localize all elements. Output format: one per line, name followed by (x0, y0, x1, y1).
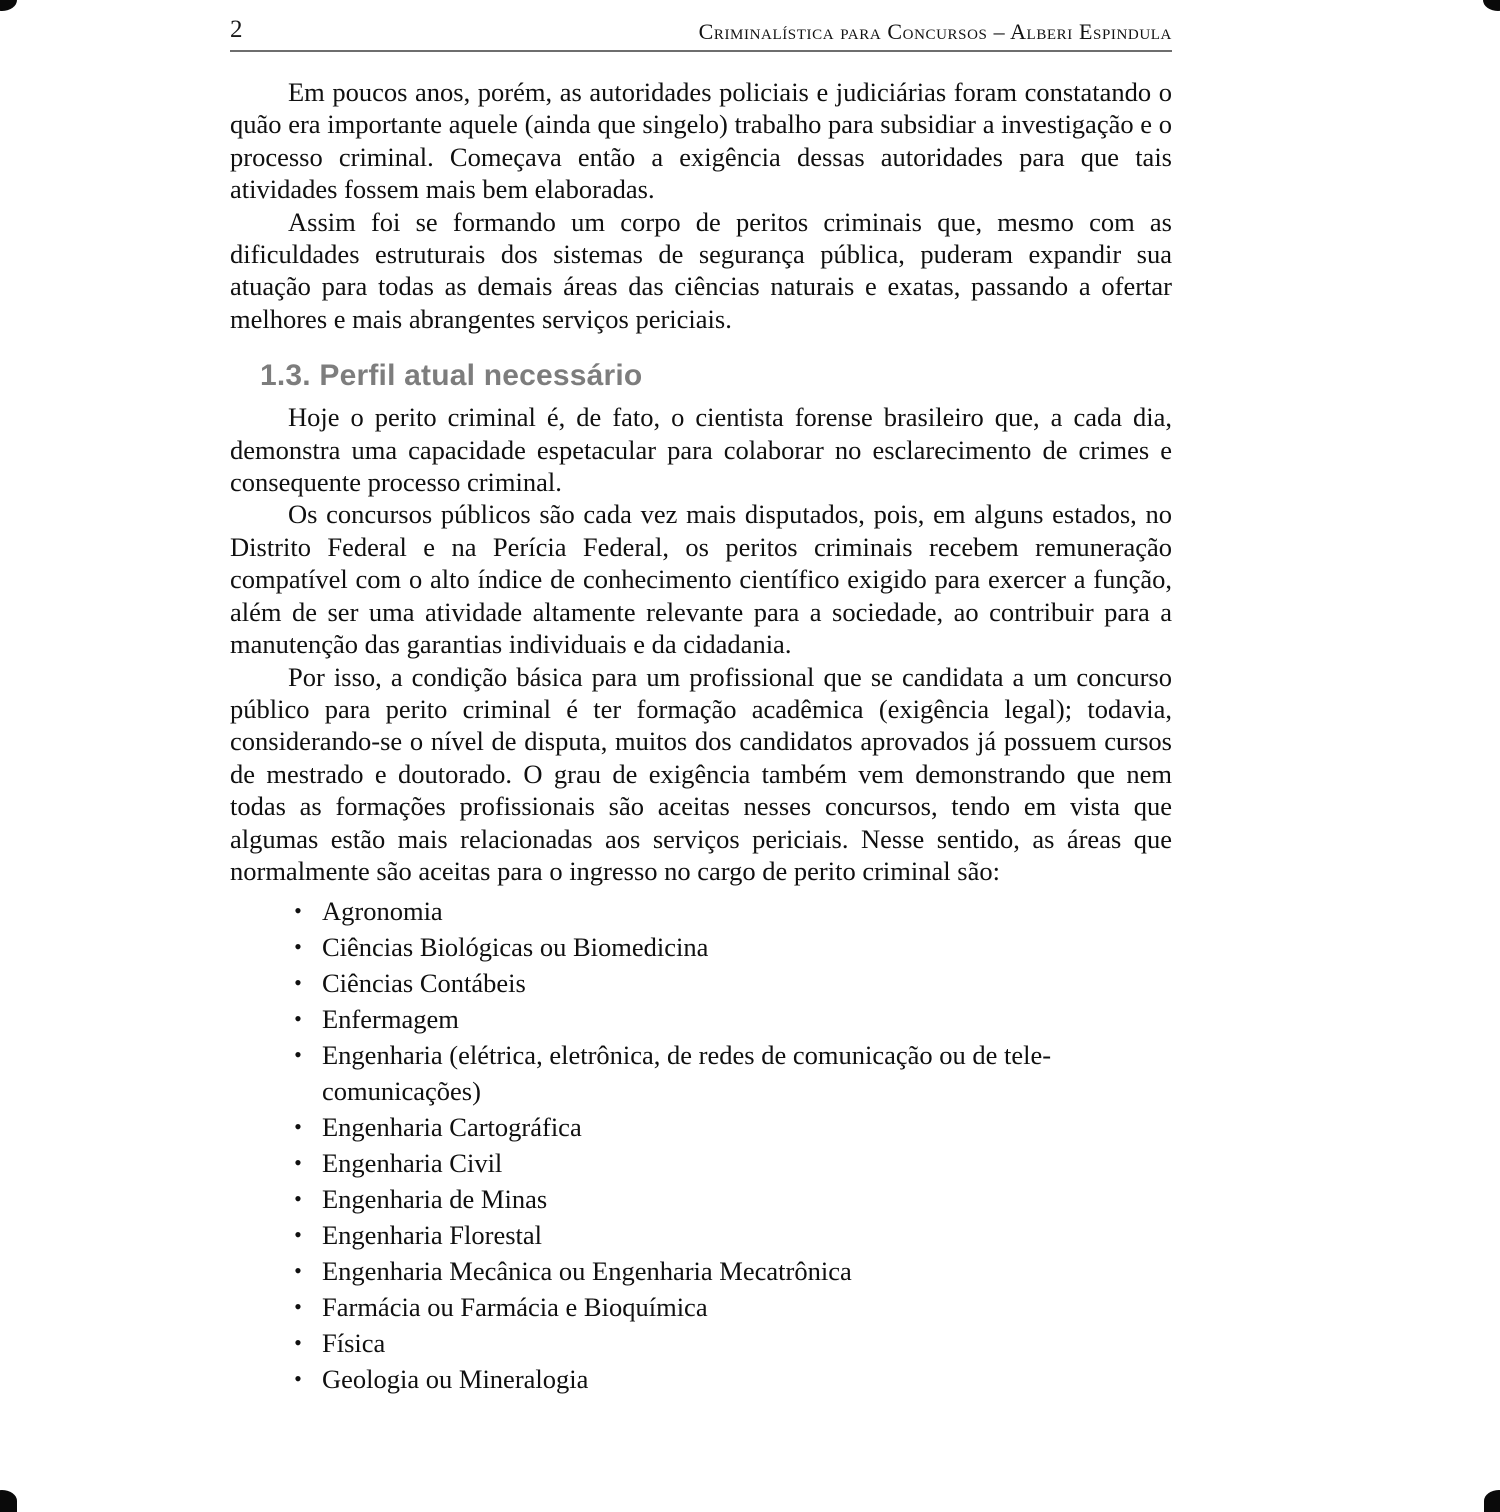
paragraph: Os concursos públicos são cada vez mais disputados, pois, em alguns estados, no Distrito Federal e na Perícia Federal, os peritos criminais recebem remuneração compatível com o alto índice de conhecimento científico exigido para exercer a função, além de ser uma atividade altamente relevante para a sociedade, ao contribuir para a manutenção das garantias individuais e da cidadania. (230, 499, 1172, 660)
list-item (230, 1361, 1172, 1397)
list-item-label: Engenharia Mecânica ou Engenharia Mecatrônica (322, 1256, 852, 1287)
list-item-label: Agronomia (322, 896, 443, 927)
scan-corner-artifact-top-right (1483, 0, 1500, 11)
list-item-label: Engenharia de Minas (322, 1184, 548, 1215)
page-content (230, 14, 1172, 1397)
list-item (230, 893, 1172, 929)
paragraph: Hoje o perito criminal é, de fato, o cientista forense brasileiro que, a cada dia, demonstra uma capacidade espetacular para colaborar no esclarecimento de crimes e consequente processo criminal. (230, 402, 1172, 498)
list-item (230, 1217, 1172, 1253)
list-item (230, 1037, 1172, 1109)
list-item-label: Engenharia Cartográfica (322, 1112, 582, 1143)
list-item-label: Engenharia Florestal (322, 1220, 543, 1251)
list-item-label-continuation: comunicações) (322, 1076, 481, 1107)
bullet-icon: • (294, 1150, 302, 1176)
paragraph: Por isso, a condição básica para um profissional que se candidata a um concurso público para perito criminal é ter formação acadêmica (exigência legal); todavia, considerando-se o nível de disputa, muitos dos candidatos aprovados já possuem cursos de mestrado e doutorado. O grau de exigência também vem demonstrando que nem todas as formações profissionais são aceitas nesses concursos, tendo em vista que algumas estão mais relacionadas aos serviços periciais. Nesse sentido, as áreas que normalmente são aceitas para o ingresso no cargo de perito criminal são: (230, 661, 1172, 886)
scan-corner-artifact-top-left (0, 0, 17, 11)
bullet-icon: • (294, 1330, 302, 1356)
bullet-icon: • (294, 1366, 302, 1392)
bullet-icon: • (294, 898, 302, 924)
list-item-label: Geologia ou Mineralogia (322, 1364, 589, 1395)
section-heading: 1.3. Perfil atual necessário (260, 359, 643, 393)
scan-corner-artifact-bottom-right (1484, 1490, 1500, 1512)
bullet-icon: • (294, 1258, 302, 1284)
list-item (230, 1325, 1172, 1361)
list-item (230, 1253, 1172, 1289)
bullet-icon: • (294, 934, 302, 960)
header-divider (230, 50, 1172, 52)
list-item-label: Farmácia ou Farmácia e Bioquímica (322, 1292, 708, 1323)
page-number: 2 (230, 16, 243, 43)
list-item-label: Física (322, 1328, 386, 1359)
bullet-icon: • (294, 1042, 302, 1068)
list-item (230, 1001, 1172, 1037)
bullet-icon: • (294, 970, 302, 996)
list-item-label: Engenharia (elétrica, eletrônica, de redes de comunicação ou de tele- (322, 1040, 1052, 1071)
paragraph: Assim foi se formando um corpo de peritos criminais que, mesmo com as dificuldades estruturais dos sistemas de segurança pública, puderam expandir sua atuação para todas as demais áreas das ciências naturais e exatas, passando a ofertar melhores e mais abrangentes serviços periciais. (230, 206, 1172, 334)
bullet-icon: • (294, 1294, 302, 1320)
list-item (230, 1109, 1172, 1145)
list-item (230, 1145, 1172, 1181)
list-item (230, 965, 1172, 1001)
list-item-label: Engenharia Civil (322, 1148, 503, 1179)
list-item-label: Ciências Biológicas ou Biomedicina (322, 932, 709, 963)
bullet-icon: • (294, 1222, 302, 1248)
running-header (230, 14, 1172, 54)
list-item (230, 1181, 1172, 1217)
bullet-icon: • (294, 1114, 302, 1140)
list-item-label: Enfermagem (322, 1004, 459, 1035)
list-item (230, 929, 1172, 965)
accepted-areas-list (230, 893, 1172, 1397)
bullet-icon: • (294, 1186, 302, 1212)
bullet-icon: • (294, 1006, 302, 1032)
list-item-label: Ciências Contábeis (322, 968, 526, 999)
paragraph: Em poucos anos, porém, as autoridades policiais e judiciárias foram constatando o quão era importante aquele (ainda que singelo) trabalho para subsidiar a investigação e o processo criminal. Começava então a exigência dessas autoridades para que tais atividades fossem mais bem elaboradas. (230, 77, 1172, 205)
running-header-title: Criminalística para Concursos – Alberi Espindula (698, 19, 1172, 44)
scan-corner-artifact-bottom-left (0, 1490, 17, 1512)
body-text (230, 76, 1172, 1397)
list-item (230, 1289, 1172, 1325)
